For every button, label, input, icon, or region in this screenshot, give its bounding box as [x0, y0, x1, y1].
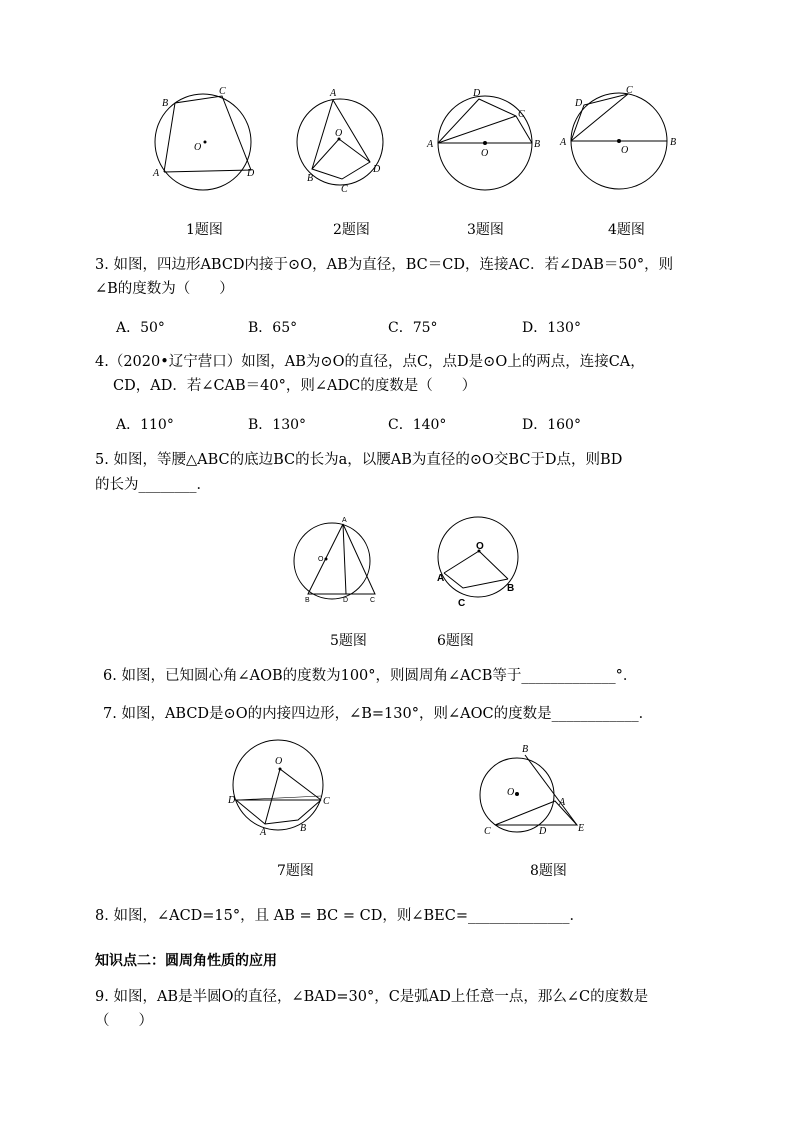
svg-text:B: B: [307, 173, 314, 184]
svg-text:A: A: [559, 797, 566, 808]
svg-text:C: C: [323, 796, 330, 807]
svg-text:B: B: [300, 823, 307, 834]
svg-text:A: A: [437, 573, 445, 584]
q3-option-d: D．130°: [522, 320, 581, 336]
q3-line2: ∠B的度数为（ ）: [95, 281, 234, 297]
svg-text:O: O: [335, 128, 343, 139]
q3-option-c: C．75°: [388, 320, 438, 336]
svg-text:A: A: [153, 168, 160, 179]
q6-text: 6. 如图，已知圆心角∠AOB的度数为100°，则圆周角∠ACB等于_____________°．: [103, 668, 638, 684]
svg-text:C: C: [341, 184, 348, 195]
svg-text:D: D: [473, 88, 481, 99]
svg-text:O: O: [194, 142, 202, 153]
figure-4: [558, 84, 682, 194]
q7-text: 7. 如图，ABCD是⊙O的内接四边形，∠B=130°，则∠AOC的度数是____________．: [103, 706, 654, 722]
svg-text:C: C: [219, 86, 226, 97]
svg-text:C: C: [458, 598, 466, 609]
caption-fig4: 4题图: [608, 222, 645, 238]
svg-text:O: O: [507, 787, 515, 798]
caption-fig8: 8题图: [530, 863, 567, 879]
q9-line2: （ ）: [95, 1013, 153, 1029]
figure-6: [433, 515, 523, 610]
caption-fig7: 7题图: [277, 863, 314, 879]
caption-fig3: 3题图: [467, 222, 504, 238]
svg-text:A: A: [427, 139, 434, 150]
q5-line2: 的长为________．: [95, 477, 211, 493]
svg-text:C: C: [518, 109, 525, 120]
svg-text:O: O: [275, 756, 283, 767]
svg-text:O: O: [621, 145, 629, 156]
svg-text:B: B: [162, 98, 169, 109]
caption-fig1: 1题图: [186, 222, 223, 238]
svg-text:O: O: [481, 148, 489, 159]
caption-fig5: 5题图: [330, 633, 367, 649]
svg-text:A: A: [330, 88, 337, 99]
svg-text:B: B: [522, 744, 529, 755]
q3-line1: 3. 如图，四边形ABCD内接于⊙O，AB为直径，BC＝CD，连接AC．若∠DAB＝50°，则: [95, 257, 674, 273]
svg-text:D: D: [575, 98, 583, 109]
caption-fig6: 6题图: [437, 633, 474, 649]
figure-8: [477, 742, 589, 840]
q3-option-b: B．65°: [248, 320, 298, 336]
svg-text:A: A: [560, 137, 567, 148]
svg-text:B: B: [670, 137, 677, 148]
svg-text:C: C: [484, 826, 491, 837]
svg-text:D: D: [228, 795, 236, 806]
svg-text:C: C: [370, 597, 376, 604]
caption-fig2: 2题图: [333, 222, 370, 238]
svg-text:C: C: [626, 85, 633, 96]
svg-text:B: B: [507, 583, 515, 594]
q4-line2: CD，AD．若∠CAB＝40°，则∠ADC的度数是（ ）: [113, 378, 477, 394]
svg-text:D: D: [247, 168, 255, 179]
svg-text:D: D: [343, 597, 349, 604]
q3-option-a: A．50°: [116, 320, 165, 336]
svg-text:B: B: [305, 597, 310, 604]
svg-text:A: A: [342, 517, 347, 524]
q5-line1: 5. 如图，等腰△ABC的底边BC的长为a，以腰AB为直径的⊙O交BC于D点，则BD: [95, 452, 623, 468]
svg-text:O: O: [476, 541, 484, 552]
q9-line1: 9. 如图，AB是半圆O的直径，∠BAD=30°，C是弧AD上任意一点，那么∠C的度数是: [95, 989, 649, 1005]
q4-option-a: A．110°: [116, 417, 174, 433]
svg-text:E: E: [578, 823, 585, 834]
svg-text:D: D: [373, 164, 381, 175]
figure-3: [424, 86, 546, 196]
figure-1: [145, 82, 265, 194]
figure-7: [225, 738, 337, 838]
svg-text:B: B: [534, 139, 541, 150]
svg-text:A: A: [260, 827, 267, 838]
q8-text: 8. 如图，∠ACD=15°，且 AB = BC = CD，则∠BEC=______________．: [95, 908, 584, 924]
section-2-title: 知识点二：圆周角性质的应用: [95, 953, 277, 969]
figure-5: [290, 515, 390, 605]
figure-2: [292, 84, 388, 198]
q4-line1: 4.（2020•辽宁营口）如图，AB为⊙O的直径，点C，点D是⊙O上的两点，连接CA，: [95, 354, 645, 370]
svg-text:O: O: [318, 556, 324, 563]
q4-option-d: D．160°: [522, 417, 581, 433]
q4-option-c: C．140°: [388, 417, 447, 433]
q4-option-b: B．130°: [248, 417, 307, 433]
svg-text:D: D: [539, 826, 547, 837]
